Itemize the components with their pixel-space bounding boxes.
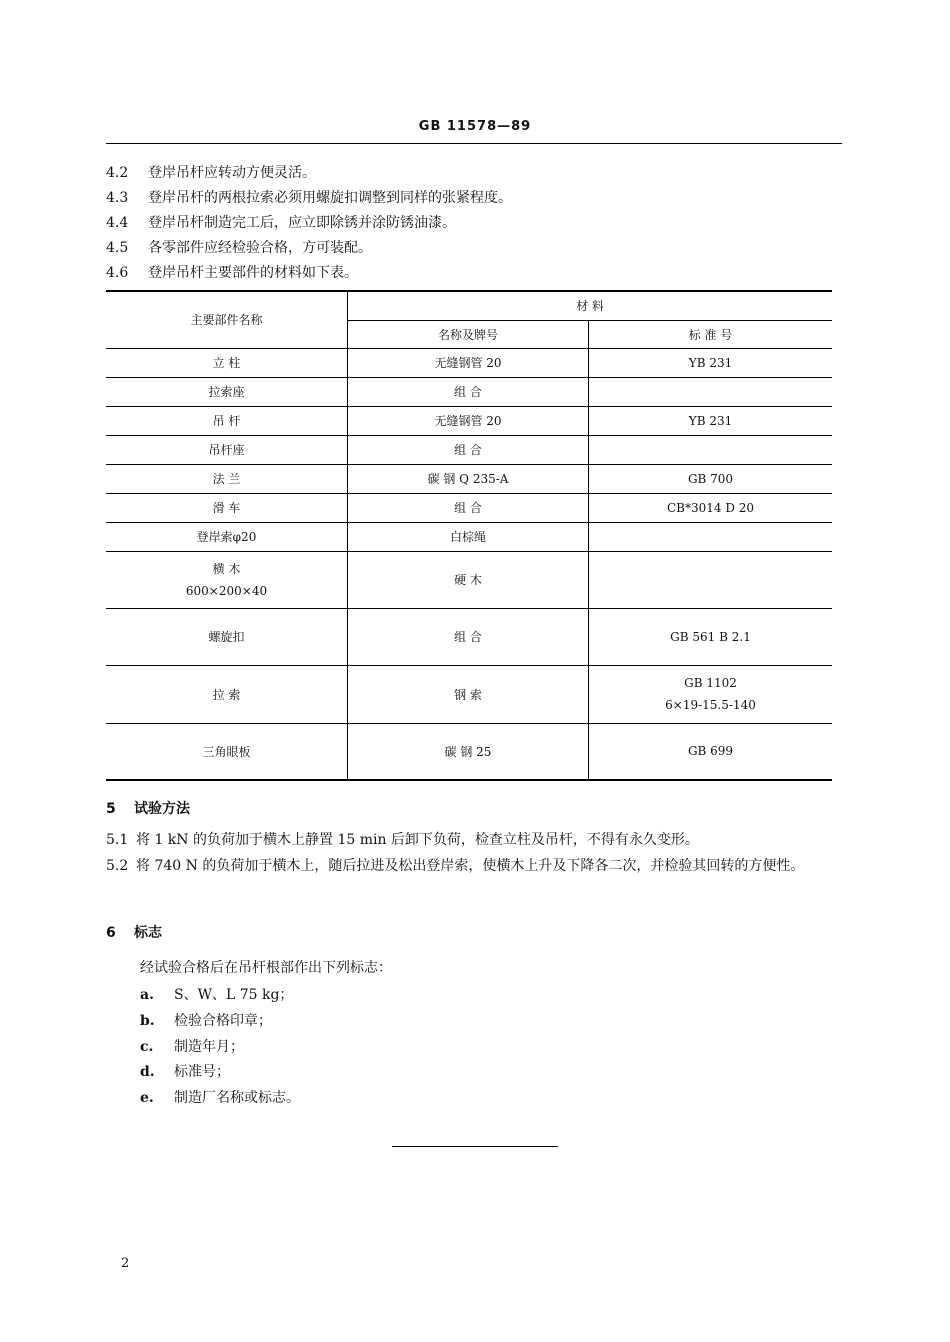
cell-part: 横 木 600×200×40	[106, 551, 348, 608]
clause-4-5	[106, 237, 372, 257]
clause-5-2: 5.2 将 740 N 的负荷加于横木上，随后拉进及松出登岸索，使横木上升及下降各二次，并检验其回转的方便性。	[106, 858, 805, 874]
page-header-standard: GB 11578—89	[418, 119, 532, 134]
table-row	[106, 522, 832, 551]
cell-standard: GB 1102 6×19-15.5-140	[589, 665, 833, 723]
table-row	[106, 723, 832, 780]
cell-standard	[589, 377, 833, 406]
clause-text: 各零部件应经检验合格，方可装配。	[148, 240, 372, 256]
clause-5-1: 5.1 将 1 kN 的负荷加于横木上静置 15 min 后卸下负荷，检查立柱及吊杆，不得有永久变形。	[106, 832, 699, 848]
cell-standard: GB 699	[589, 723, 833, 780]
cell-part: 三角眼板	[106, 723, 348, 780]
clause-number: 4.2	[106, 165, 129, 181]
clause-number: 4.5	[106, 240, 129, 256]
table-row	[106, 406, 832, 435]
table-row	[106, 464, 832, 493]
section-5-heading: 5 试验方法	[106, 801, 190, 817]
clause-text: 登岸吊杆应转动方便灵活。	[148, 165, 316, 181]
cell-material: 组 合	[348, 608, 589, 665]
cell-standard	[589, 435, 833, 464]
list-item: e. 制造厂名称或标志。	[140, 1090, 300, 1106]
header-part-name: 主要部件名称	[106, 291, 348, 348]
table-row	[106, 377, 832, 406]
cell-part: 立 柱	[106, 348, 348, 377]
cell-part: 拉 索	[106, 665, 348, 723]
materials-table	[106, 290, 832, 781]
section-6-heading: 6 标志	[106, 925, 162, 941]
section-6-intro: 经试验合格后在吊杆根部作出下列标志：	[140, 960, 392, 976]
header-standard-no: 标 准 号	[688, 327, 733, 342]
list-item: b. 检验合格印章；	[140, 1013, 272, 1029]
cell-standard	[589, 551, 833, 608]
page-number: 2	[121, 1256, 130, 1271]
cell-material: 钢 索	[348, 665, 589, 723]
cell-part: 吊杆座	[106, 435, 348, 464]
header-material: 材 料	[348, 291, 833, 320]
clause-number: 4.6	[106, 265, 129, 281]
cell-material: 硬 木	[348, 551, 589, 608]
cell-standard: GB 561 B 2.1	[589, 608, 833, 665]
table-row	[106, 348, 832, 377]
cell-part: 拉索座	[106, 377, 348, 406]
table-row	[106, 435, 832, 464]
cell-material: 组 合	[348, 377, 589, 406]
cell-material: 碳 钢 Q 235-A	[348, 464, 589, 493]
cell-material: 组 合	[348, 493, 589, 522]
table-row	[106, 493, 832, 522]
header-divider	[106, 143, 842, 144]
clause-4-4	[106, 212, 456, 232]
cell-material: 无缝钢管 20	[348, 406, 589, 435]
cell-standard	[589, 522, 833, 551]
cell-standard: YB 231	[589, 406, 833, 435]
cell-material: 白棕绳	[348, 522, 589, 551]
cell-material: 组 合	[348, 435, 589, 464]
cell-part: 登岸索φ20	[106, 522, 348, 551]
cell-standard: CB*3014 D 20	[589, 493, 833, 522]
cell-part: 螺旋扣	[106, 608, 348, 665]
clause-4-3	[106, 187, 512, 207]
header-name-grade: 名称及牌号	[348, 320, 589, 348]
clause-4-6	[106, 262, 358, 282]
table-row	[106, 551, 832, 608]
clause-4-2	[106, 162, 316, 182]
cell-part: 吊 杆	[106, 406, 348, 435]
end-divider	[392, 1146, 558, 1147]
list-item: a. S、W、L 75 kg；	[140, 987, 294, 1003]
cell-standard: YB 231	[589, 348, 833, 377]
clause-text: 登岸吊杆的两根拉索必须用螺旋扣调整到同样的张紧程度。	[148, 190, 512, 206]
cell-standard: GB 700	[589, 464, 833, 493]
list-item: d. 标准号；	[140, 1064, 230, 1080]
cell-part: 滑 车	[106, 493, 348, 522]
clause-number: 4.4	[106, 215, 129, 231]
table-header-row	[106, 291, 832, 320]
list-item: c. 制造年月；	[140, 1039, 244, 1055]
cell-material: 无缝钢管 20	[348, 348, 589, 377]
clause-number: 4.3	[106, 190, 129, 206]
clause-text: 登岸吊杆主要部件的材料如下表。	[148, 265, 358, 281]
table-row	[106, 665, 832, 723]
table-row	[106, 608, 832, 665]
clause-text: 登岸吊杆制造完工后，应立即除锈并涂防锈油漆。	[148, 215, 456, 231]
cell-material: 碳 钢 25	[348, 723, 589, 780]
cell-part: 法 兰	[106, 464, 348, 493]
